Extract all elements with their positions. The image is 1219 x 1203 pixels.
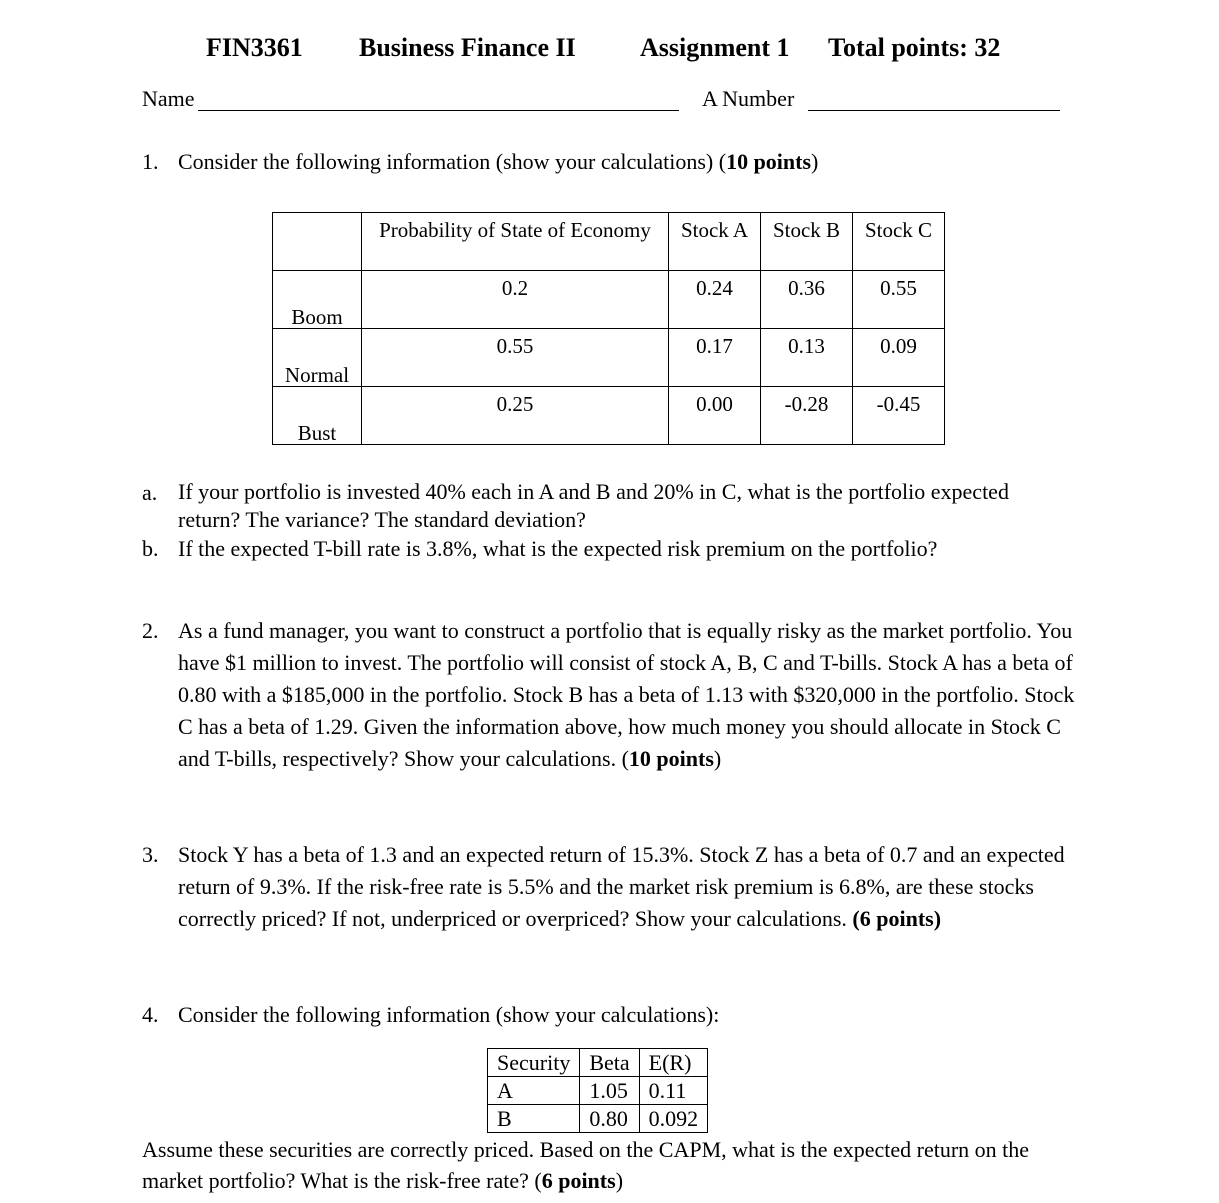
stock-c-cell: -0.45	[853, 387, 945, 445]
prob-cell: 0.2	[362, 271, 669, 329]
table-header-cell: Probability of State of Economy	[362, 213, 669, 271]
stock-a-cell: 0.17	[669, 329, 761, 387]
q3-points: (6 points)	[852, 906, 942, 931]
table-header-cell: Beta	[580, 1049, 639, 1077]
prob-cell: 0.55	[362, 329, 669, 387]
prob-cell: 0.25	[362, 387, 669, 445]
q1-number: 1.	[142, 149, 159, 174]
table-header-cell	[273, 213, 362, 271]
a-number-field[interactable]	[808, 110, 1060, 111]
q2-points: 10 points	[628, 746, 714, 771]
security-cell: B	[488, 1105, 580, 1133]
table-header-cell: E(R)	[639, 1049, 708, 1077]
stock-c-cell: 0.09	[853, 329, 945, 387]
er-cell: 0.092	[639, 1105, 708, 1133]
total-points: Total points: 32	[828, 33, 1001, 62]
a-number-label: A Number	[702, 86, 795, 111]
q1a-label: a.	[142, 480, 158, 505]
q1b-label: b.	[142, 536, 159, 561]
table-header-cell: Stock B	[761, 213, 853, 271]
stock-b-cell: 0.36	[761, 271, 853, 329]
q3-text: Stock Y has a beta of 1.3 and an expected return of 15.3%. Stock Z has a beta of 0.7 and an expected return of 9.3%. If the risk-free rate is 5.5% and the market risk premium is 6.8%, are these stocks correctly priced? If not, underpriced or overpriced? Show your calculations. (6 points)	[178, 842, 1065, 931]
table-header-row	[488, 1049, 708, 1077]
stock-c-cell: 0.55	[853, 271, 945, 329]
beta-cell: 1.05	[580, 1077, 639, 1105]
course-name: Business Finance II	[359, 33, 576, 62]
q4-after-text: Assume these securities are correctly priced. Based on the CAPM, what is the expected return on the market portfolio? What is the risk-free rate? (6 points)	[142, 1137, 1030, 1193]
table-row	[273, 329, 945, 387]
state-cell: Bust	[273, 387, 362, 445]
q3-number: 3.	[142, 842, 159, 867]
q4-text: Consider the following information (show your calculations):	[178, 1002, 720, 1027]
q1-text: Consider the following information (show your calculations) (10 points)	[178, 149, 819, 174]
stock-b-cell: 0.13	[761, 329, 853, 387]
table-header-cell: Security	[488, 1049, 580, 1077]
table-row	[488, 1077, 708, 1105]
q1-table	[272, 212, 945, 445]
assignment-title: Assignment 1	[640, 33, 790, 62]
security-cell: A	[488, 1077, 580, 1105]
stock-a-cell: 0.00	[669, 387, 761, 445]
q4-table	[487, 1048, 708, 1133]
name-label: Name	[142, 86, 195, 111]
name-field[interactable]	[198, 110, 679, 111]
table-row	[488, 1105, 708, 1133]
q4-number: 4.	[142, 1002, 159, 1027]
q4-points: 6 points	[541, 1168, 616, 1193]
q2-number: 2.	[142, 618, 159, 643]
table-row	[273, 387, 945, 445]
table-header-row	[273, 213, 945, 271]
state-cell: Boom	[273, 271, 362, 329]
stock-b-cell: -0.28	[761, 387, 853, 445]
table-row	[273, 271, 945, 329]
table-header-cell: Stock A	[669, 213, 761, 271]
q1a-text: If your portfolio is invested 40% each in A and B and 20% in C, what is the portfolio expected return? The variance? The standard deviation?	[178, 479, 1009, 532]
q1b-text: If the expected T-bill rate is 3.8%, what is the expected risk premium on the portfolio?	[178, 536, 938, 561]
stock-a-cell: 0.24	[669, 271, 761, 329]
q2-text: As a fund manager, you want to construct a portfolio that is equally risky as the market portfolio. You have $1 million to invest. The portfolio will consist of stock A, B, C and T-bills. Stock A has a beta of 0.80 with a $185,000 in the portfolio. Stock B has a beta of 1.13 with $320,000 in the portfolio. Stock C has a beta of 1.29. Given the information above, how much money you should allocate in Stock C and T-bills, respectively? Show your calculations. (10 points)	[178, 618, 1075, 771]
table-header-cell: Stock C	[853, 213, 945, 271]
course-code: FIN3361	[206, 33, 303, 62]
er-cell: 0.11	[639, 1077, 708, 1105]
beta-cell: 0.80	[580, 1105, 639, 1133]
q1-points: 10 points	[726, 149, 812, 174]
state-cell: Normal	[273, 329, 362, 387]
